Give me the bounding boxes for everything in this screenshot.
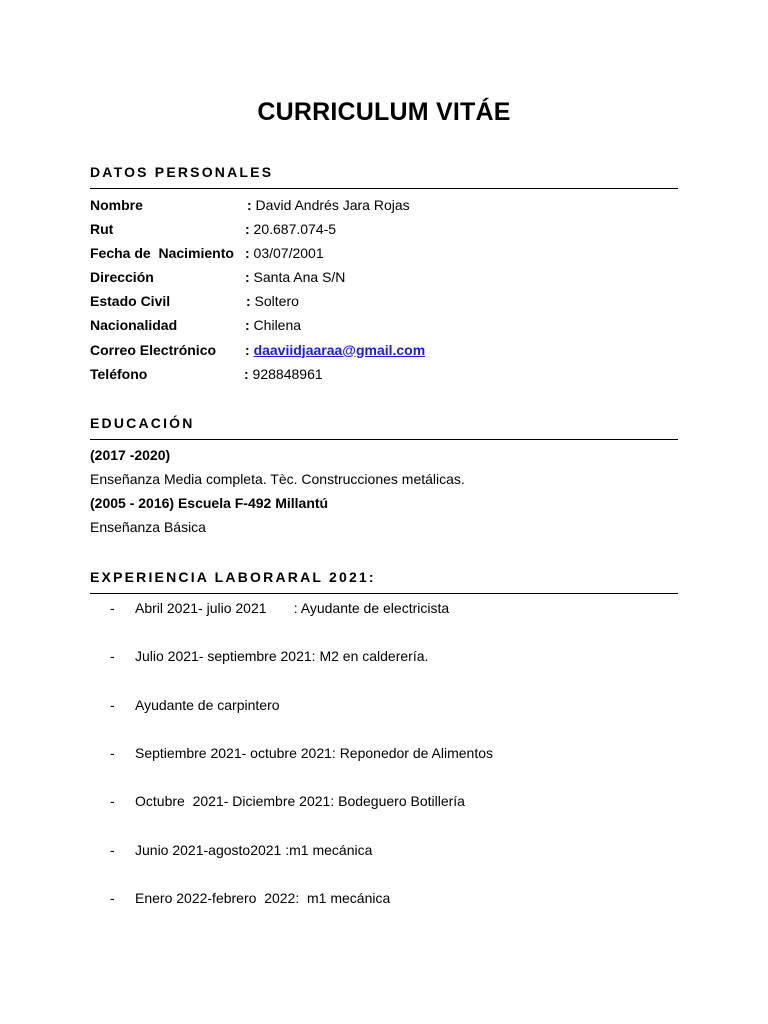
field-value-address [245, 268, 345, 286]
experience-item [110, 889, 391, 961]
field-value-text: 03/07/2001 [249, 245, 324, 262]
personal-row-address [90, 268, 678, 292]
section-heading-experience: EXPERIENCIA LABORARAL 2021: [90, 569, 376, 585]
experience-item-text: Junio 2021-agosto2021 :m1 mecánica [135, 842, 373, 858]
personal-row-rut [90, 220, 678, 244]
personal-row-nationality [90, 316, 678, 340]
personal-row-phone [90, 365, 678, 389]
field-label-name: Nombre [90, 197, 143, 213]
section-heading-education: EDUCACIÓN [90, 415, 195, 431]
field-label-marital-status: Estado Civil [90, 293, 171, 310]
field-value-rut [245, 220, 336, 238]
field-value-text: Soltero [250, 293, 299, 310]
personal-row-birthdate [90, 244, 678, 268]
field-value-name [247, 196, 410, 214]
bullet-dash: - [110, 842, 115, 858]
field-value-text: Santa Ana S/N [249, 269, 346, 286]
education-detail-secondary: Enseñanza Media completa. Tèc. Construcciones metálicas. [90, 471, 465, 487]
field-label-phone: Teléfono [90, 365, 148, 382]
field-label-email: Correo Electrónico [90, 341, 217, 358]
bullet-dash: - [110, 745, 115, 761]
section-divider-experience [90, 593, 678, 594]
field-colon: : [245, 341, 250, 358]
document-title: CURRICULUM VITÁE [257, 98, 511, 126]
field-value-text: Chilena [249, 317, 302, 334]
field-colon: : [245, 317, 250, 334]
education-detail-primary: Enseñanza Básica [90, 519, 206, 535]
field-label-nationality: Nacionalidad [90, 317, 178, 334]
field-value-phone [244, 365, 323, 383]
experience-item-text: Ayudante de carpintero [135, 697, 280, 713]
field-label-birthdate: Fecha de Nacimiento [90, 245, 234, 262]
bullet-dash: - [110, 890, 115, 906]
field-colon: : [244, 365, 249, 382]
personal-row-name [90, 196, 678, 220]
field-colon: : [247, 197, 252, 213]
email-link[interactable]: daaviidjaaraa@gmail.com [253, 341, 426, 358]
experience-item-text: Octubre 2021- Diciembre 2021: Bodeguero Botillería [135, 793, 465, 809]
education-period-secondary: (2017 -2020) [90, 447, 171, 463]
field-colon: : [245, 245, 250, 262]
section-divider-education [90, 439, 678, 440]
section-divider-personal [90, 188, 678, 189]
field-value-nationality [245, 316, 301, 334]
field-value-text: 928848961 [248, 365, 323, 382]
field-label-rut: Rut [90, 221, 114, 238]
personal-data-table [90, 196, 678, 389]
section-heading-personal: DATOS PERSONALES [90, 164, 274, 180]
experience-item-text: Enero 2022-febrero 2022: m1 mecánica [135, 890, 391, 906]
field-colon: : [245, 269, 250, 286]
personal-row-marital-status [90, 292, 678, 316]
field-colon: : [246, 293, 251, 310]
field-value-marital-status [246, 292, 299, 310]
field-value-email [245, 341, 425, 359]
education-period-primary: (2005 - 2016) Escuela F-492 Millantú [90, 495, 329, 511]
personal-row-email [90, 341, 678, 365]
field-label-address: Dirección [90, 269, 154, 286]
experience-item-text: Abril 2021- julio 2021 : Ayudante de electricista [135, 600, 450, 616]
field-value-birthdate [245, 244, 324, 262]
bullet-dash: - [110, 600, 115, 616]
field-value-text: David Andrés Jara Rojas [251, 197, 410, 213]
experience-item-text: Julio 2021- septiembre 2021: M2 en calderería. [135, 648, 429, 664]
field-colon: : [245, 221, 250, 238]
field-value-text: 20.687.074-5 [249, 221, 337, 238]
experience-item-text: Septiembre 2021- octubre 2021: Reponedor de Alimentos [135, 745, 494, 761]
bullet-dash: - [110, 697, 115, 713]
bullet-dash: - [110, 793, 115, 809]
bullet-dash: - [110, 648, 115, 664]
